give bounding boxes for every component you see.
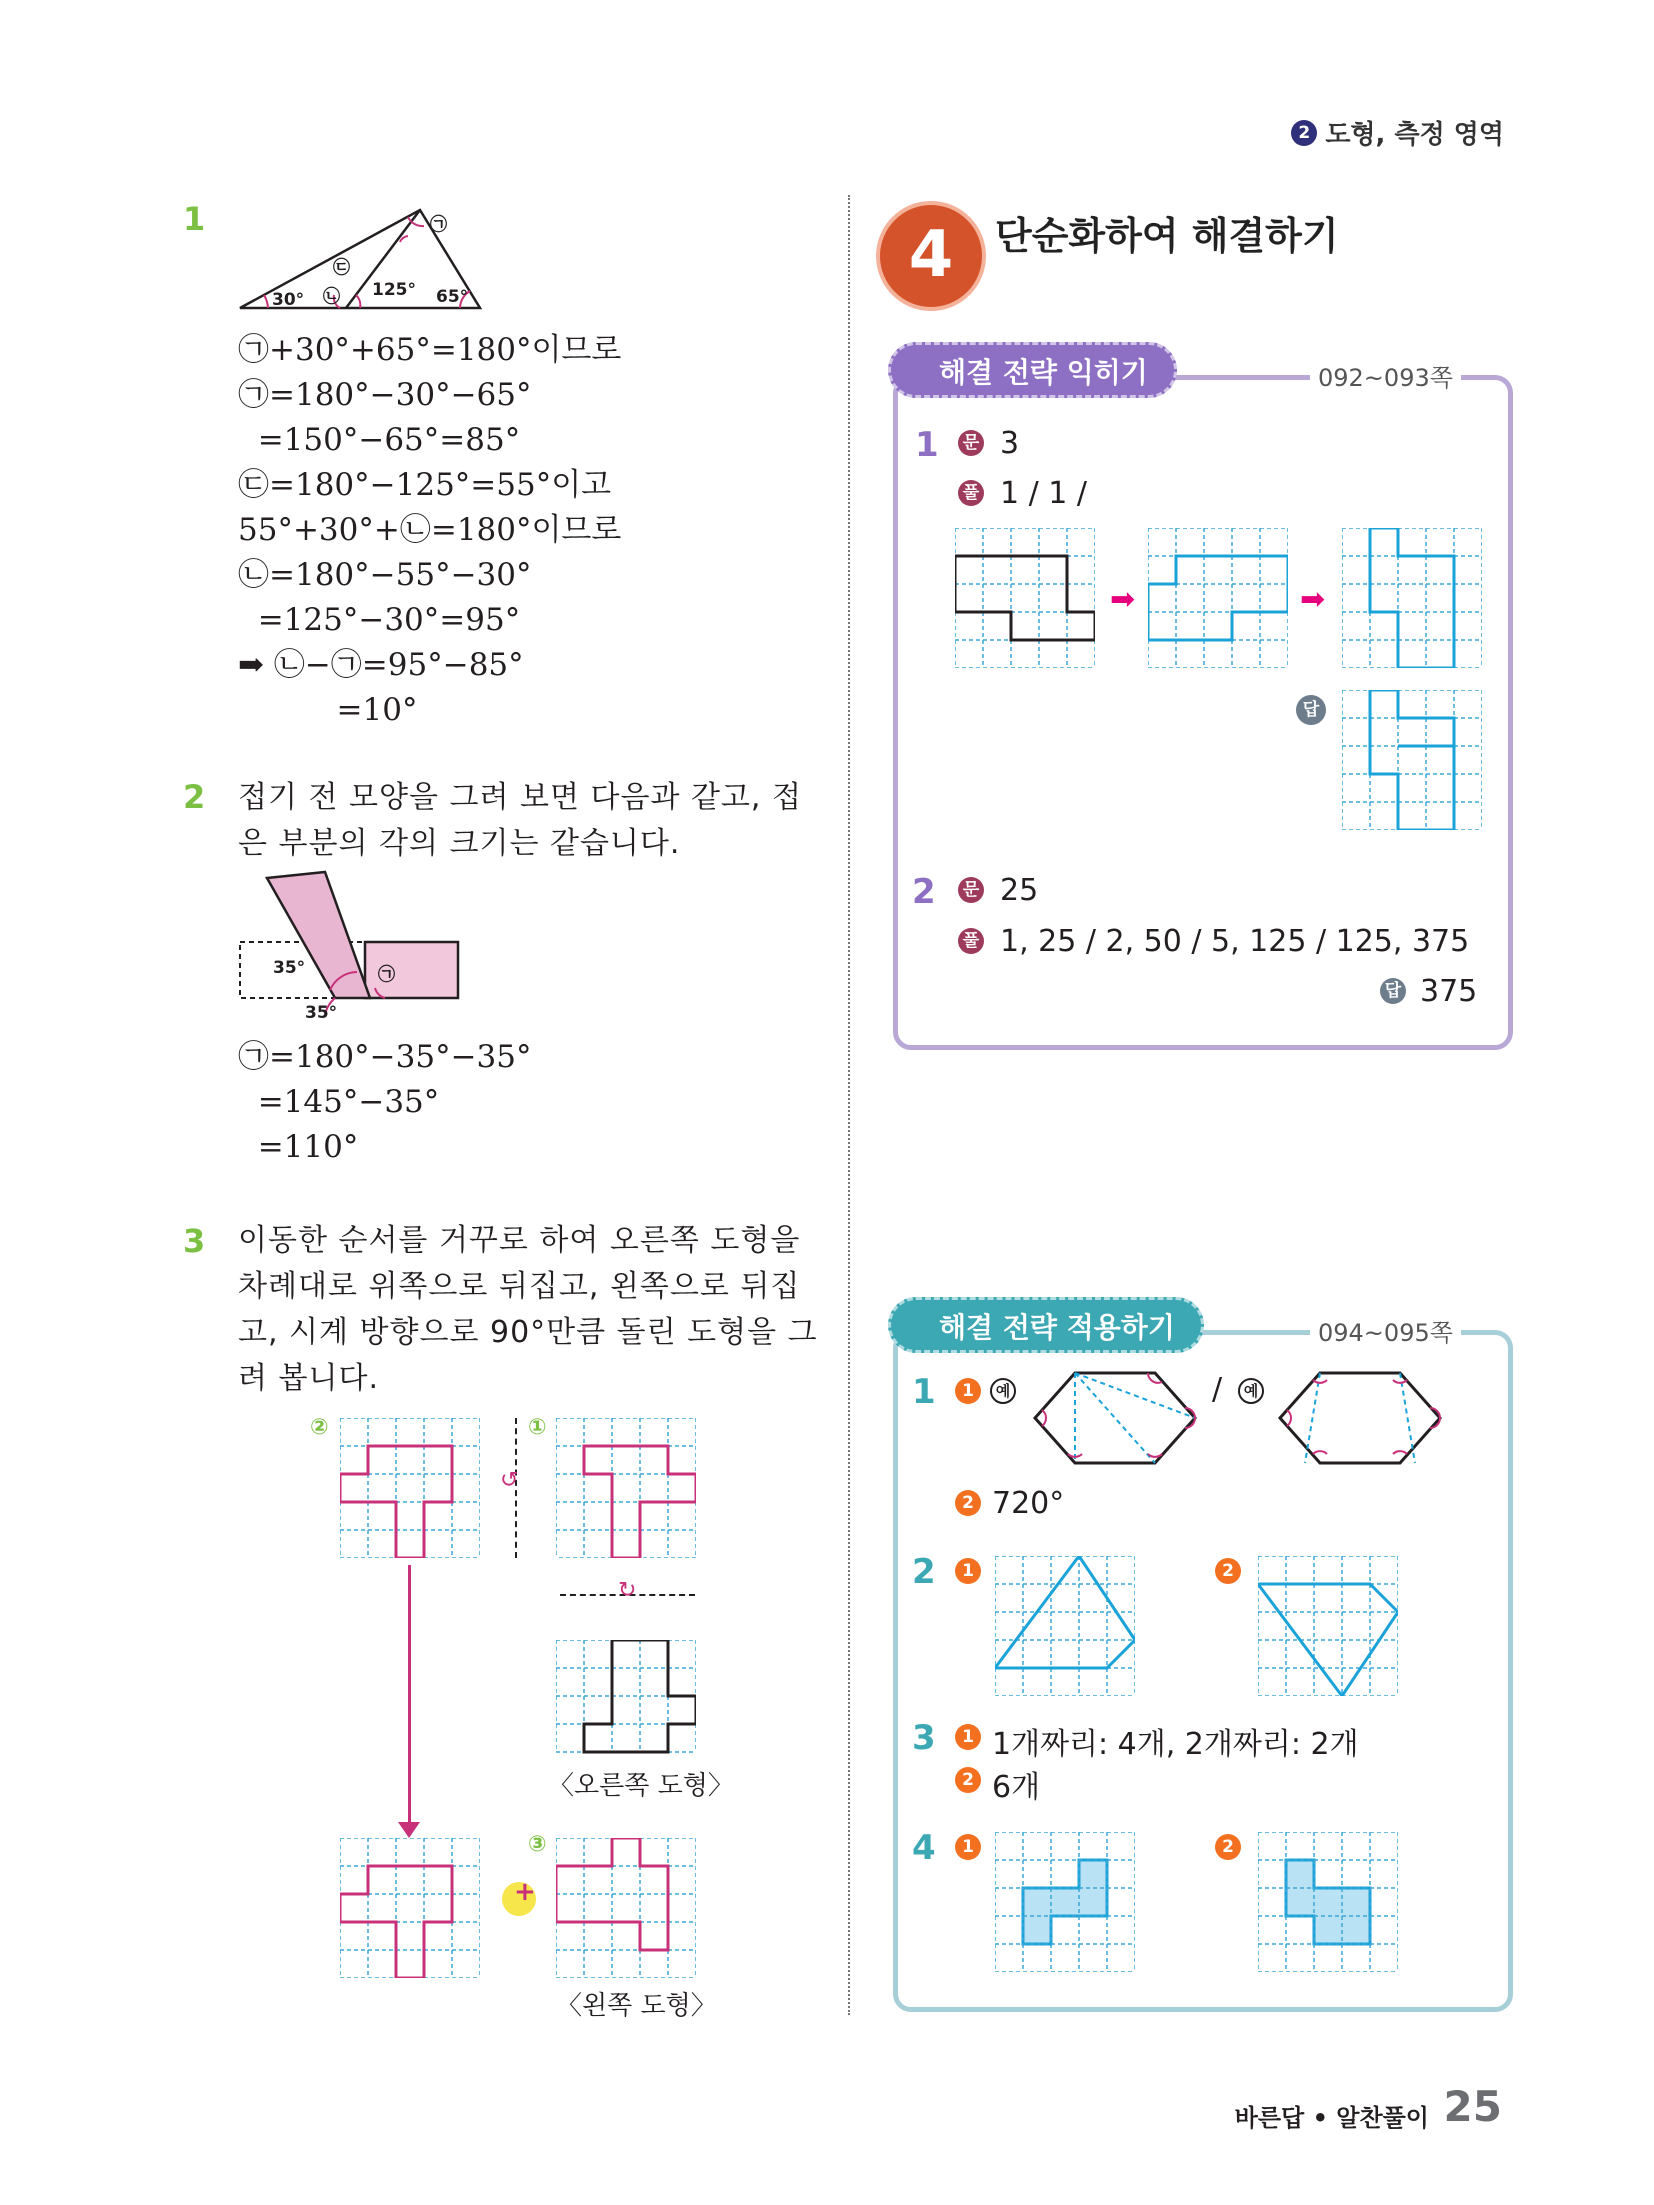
sub-badge: 1 xyxy=(955,1724,981,1750)
q1-line: ㉡=180°−55°−30° xyxy=(238,557,532,593)
apply-page-ref: 094~095쪽 xyxy=(1310,1313,1461,1348)
q1-line: ➡ ㉡−㉠=95°−85° xyxy=(238,647,524,683)
rotate-arrow-icon: + xyxy=(514,1877,536,1907)
q3-text xyxy=(238,1218,818,1402)
question-2-number: 2 xyxy=(183,778,206,816)
example-badge: 예 xyxy=(990,1378,1016,1404)
practice-grid-c xyxy=(1342,528,1482,668)
label-b: ㉡ xyxy=(323,287,340,307)
folded-paper-figure xyxy=(235,870,465,1015)
label-angle-35b: 35° xyxy=(305,1003,338,1023)
q1-line: 55°+30°+㉡=180°이므로 xyxy=(238,512,622,548)
question-1-number: 1 xyxy=(183,200,206,238)
practice-q2-dap: 375 xyxy=(1420,974,1478,1009)
practice-grid-b xyxy=(1148,528,1288,668)
q1-line: =10° xyxy=(238,692,418,728)
label-angle-30: 30° xyxy=(272,290,305,310)
apply-q3-answer-2: 6개 xyxy=(992,1770,1041,1805)
apply-q3-number: 3 xyxy=(912,1718,936,1758)
q1-line: ㉢=180°−125°=55°이고 xyxy=(238,467,612,503)
q2-line: =145°−35° xyxy=(238,1084,440,1120)
sub-badge: 1 xyxy=(955,1378,981,1404)
label-angle-65: 65° xyxy=(436,287,469,307)
grid-step2 xyxy=(340,1418,480,1558)
q3-text-line: 고, 시계 방향으로 90°만큼 돌린 도형을 그 xyxy=(238,1315,818,1350)
section-tag-label: 도형, 측정 영역 xyxy=(1325,120,1504,150)
section-title: 단순화하여 해결하기 xyxy=(995,214,1339,258)
q2-line: =110° xyxy=(238,1129,359,1165)
flip-left-icon: ↺ xyxy=(500,1468,519,1493)
practice-grid-a xyxy=(955,528,1095,668)
label-mark-a: ㉠ xyxy=(378,965,395,985)
grid-left-result xyxy=(340,1838,480,1978)
label-angle-125: 125° xyxy=(372,280,416,300)
apply-q4-number: 4 xyxy=(912,1828,936,1868)
apply-q4-grid-1 xyxy=(995,1832,1135,1972)
apply-q2-grid-1 xyxy=(995,1556,1135,1696)
grid-step1 xyxy=(556,1418,696,1558)
page-number: 25 xyxy=(1443,2082,1502,2131)
apply-q1-answer: 720° xyxy=(992,1486,1065,1521)
section-number-badge: 4 xyxy=(880,205,982,307)
q2-line: ㉠=180°−35°−35° xyxy=(238,1039,532,1075)
q1-line: ㉠+30°+65°=180°이므로 xyxy=(238,332,622,368)
mun-badge: 문 xyxy=(958,877,984,903)
apply-q4-grid-2 xyxy=(1258,1832,1398,1972)
apply-q3-answer-1: 1개짜리: 4개, 2개짜리: 2개 xyxy=(992,1727,1359,1762)
practice-q2-pul: 1, 25 / 2, 50 / 5, 125 / 125, 375 xyxy=(1000,924,1470,959)
pul-badge: 풀 xyxy=(958,480,984,506)
q1-line: ㉠=180°−30°−65° xyxy=(238,377,532,413)
practice-q1-pul: 1 / 1 / xyxy=(1000,476,1087,511)
sub-badge: 1 xyxy=(955,1834,981,1860)
flip-up-icon: ↻ xyxy=(618,1578,637,1603)
dap-badge: 답 xyxy=(1296,695,1326,725)
arrow-right-icon: ➡ xyxy=(1300,582,1326,617)
q2-text xyxy=(238,775,802,867)
q1-solution xyxy=(238,328,621,733)
section-tag-number: 2 xyxy=(1291,120,1317,146)
sub-badge: 2 xyxy=(1215,1558,1241,1584)
step2-marker: ② xyxy=(310,1415,329,1440)
example-badge: 예 xyxy=(1238,1378,1264,1404)
sub-badge: 1 xyxy=(955,1558,981,1584)
practice-page-ref: 092~093쪽 xyxy=(1310,358,1461,393)
hexagon-example-2 xyxy=(1275,1368,1445,1468)
caption-left-figure: 〈왼쪽 도형〉 xyxy=(556,1991,717,2021)
practice-q2-mun: 25 xyxy=(1000,873,1039,908)
q1-line: =125°−30°=95° xyxy=(238,602,521,638)
q3-text-line: 려 봅니다. xyxy=(238,1361,379,1396)
apply-q2-number: 2 xyxy=(912,1552,936,1592)
sub-badge: 2 xyxy=(955,1767,981,1793)
dap-badge: 답 xyxy=(1380,978,1406,1004)
q2-text-line: 은 부분의 각의 크기는 같습니다. xyxy=(238,826,681,861)
q3-text-line: 차례대로 위쪽으로 뒤집고, 왼쪽으로 뒤집 xyxy=(238,1269,801,1304)
arrow-right-icon: ➡ xyxy=(1110,582,1136,617)
apply-q2-grid-2 xyxy=(1258,1556,1398,1696)
apply-q1-number: 1 xyxy=(912,1372,936,1412)
caption-right-figure: 〈오른쪽 도형〉 xyxy=(548,1771,734,1801)
grid-step3 xyxy=(556,1838,696,1978)
slash-separator: / xyxy=(1212,1372,1223,1407)
q2-solution xyxy=(238,1035,532,1170)
practice-answer-grid xyxy=(1342,690,1482,830)
step3-marker: ③ xyxy=(528,1832,547,1857)
mun-badge: 문 xyxy=(958,430,984,456)
sub-badge: 2 xyxy=(955,1490,981,1516)
q3-text-line: 이동한 순서를 거꾸로 하여 오른쪽 도형을 xyxy=(238,1223,801,1258)
question-3-number: 3 xyxy=(183,1222,206,1260)
down-arrow-head xyxy=(398,1822,420,1838)
hexagon-example-1 xyxy=(1030,1368,1200,1468)
sub-badge: 2 xyxy=(1215,1834,1241,1860)
pul-badge: 풀 xyxy=(958,928,984,954)
step1-marker: ① xyxy=(528,1415,547,1440)
practice-q1-number: 1 xyxy=(915,425,939,465)
q2-text-line: 접기 전 모양을 그려 보면 다음과 같고, 접 xyxy=(238,780,802,815)
label-a: ㉠ xyxy=(430,215,447,235)
practice-q1-mun: 3 xyxy=(1000,426,1020,461)
label-c: ㉢ xyxy=(333,258,350,278)
label-angle-35a: 35° xyxy=(273,958,306,978)
practice-box-title: 해결 전략 익히기 xyxy=(888,342,1177,398)
down-arrow-line xyxy=(408,1565,411,1825)
footer-label: 바른답 • 알찬풀이 xyxy=(1234,2104,1429,2132)
column-divider xyxy=(848,195,850,2015)
q1-line: =150°−65°=85° xyxy=(238,422,521,458)
grid-right-figure xyxy=(556,1640,696,1755)
apply-box-title: 해결 전략 적용하기 xyxy=(888,1297,1204,1353)
section-tag xyxy=(1291,114,1504,151)
practice-q2-number: 2 xyxy=(912,872,936,912)
